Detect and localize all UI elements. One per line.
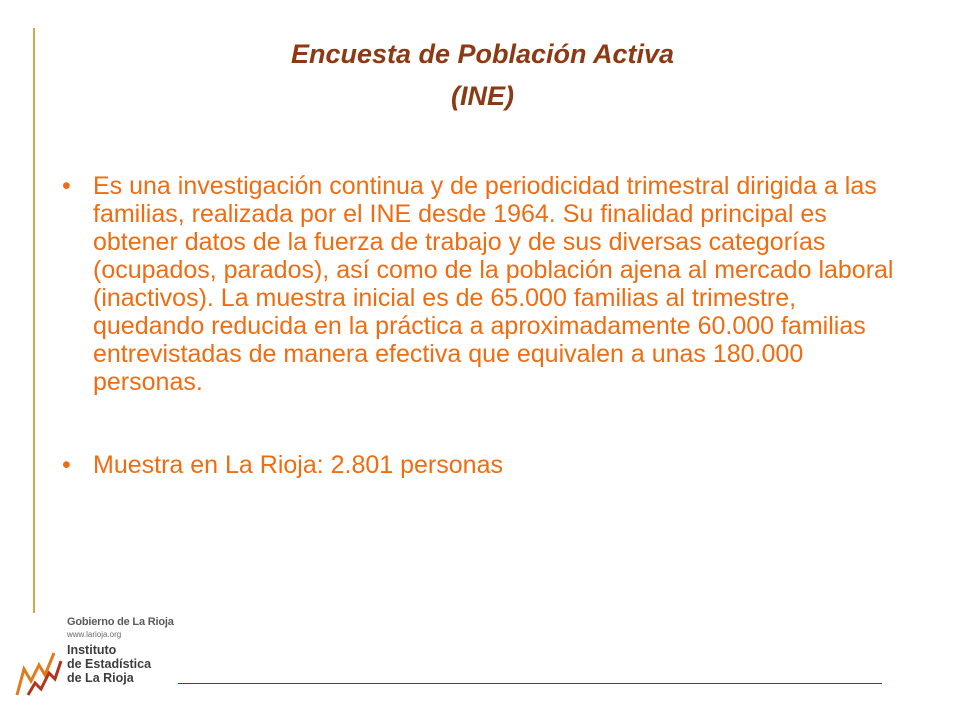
statistics-zigzag-icon [14, 643, 64, 699]
gobierno-la-rioja-logo [67, 616, 174, 640]
bullet-marker: • [62, 451, 71, 479]
left-accent-line [33, 28, 35, 613]
instituto-estadistica-logo [14, 643, 194, 703]
bullet-text: Es una investigación continua y de periodicidad trimestral dirigida a las familias, realizada por el INE desde 1964. Su finalidad principal es obtener datos de la fuerza de trabajo y de sus diversas categorías (ocupados, parados), así como de la población ajena al mercado laboral (inactivos). La muestra inicial es de 65.000 familias al trimestre, quedando reducida en la práctica a aproximadamente 60.000 familias entrevistadas de manera efectiva que equivalen a unas 180.000 personas. [93, 172, 894, 396]
bullet-marker: • [62, 172, 71, 200]
instituto-name [67, 643, 151, 685]
instituto-line1: Instituto [67, 643, 117, 657]
slide-title [60, 34, 905, 118]
slide-title-line2: (INE) [451, 80, 514, 111]
instituto-line2: de Estadística [67, 657, 152, 671]
instituto-line3: de La Rioja [67, 671, 134, 685]
footer-rule [178, 683, 882, 684]
slide-title-line1: Encuesta de Población Activa [290, 39, 675, 69]
gobierno-name: Gobierno de La Rioja [67, 616, 174, 628]
gobierno-url: www.larioja.org [67, 630, 122, 639]
bullet-item-sample-la-rioja [62, 451, 922, 479]
bullet-item-description [62, 172, 922, 396]
bullet-text: Muestra en La Rioja: 2.801 personas [93, 451, 503, 479]
bullet-list [62, 172, 922, 479]
